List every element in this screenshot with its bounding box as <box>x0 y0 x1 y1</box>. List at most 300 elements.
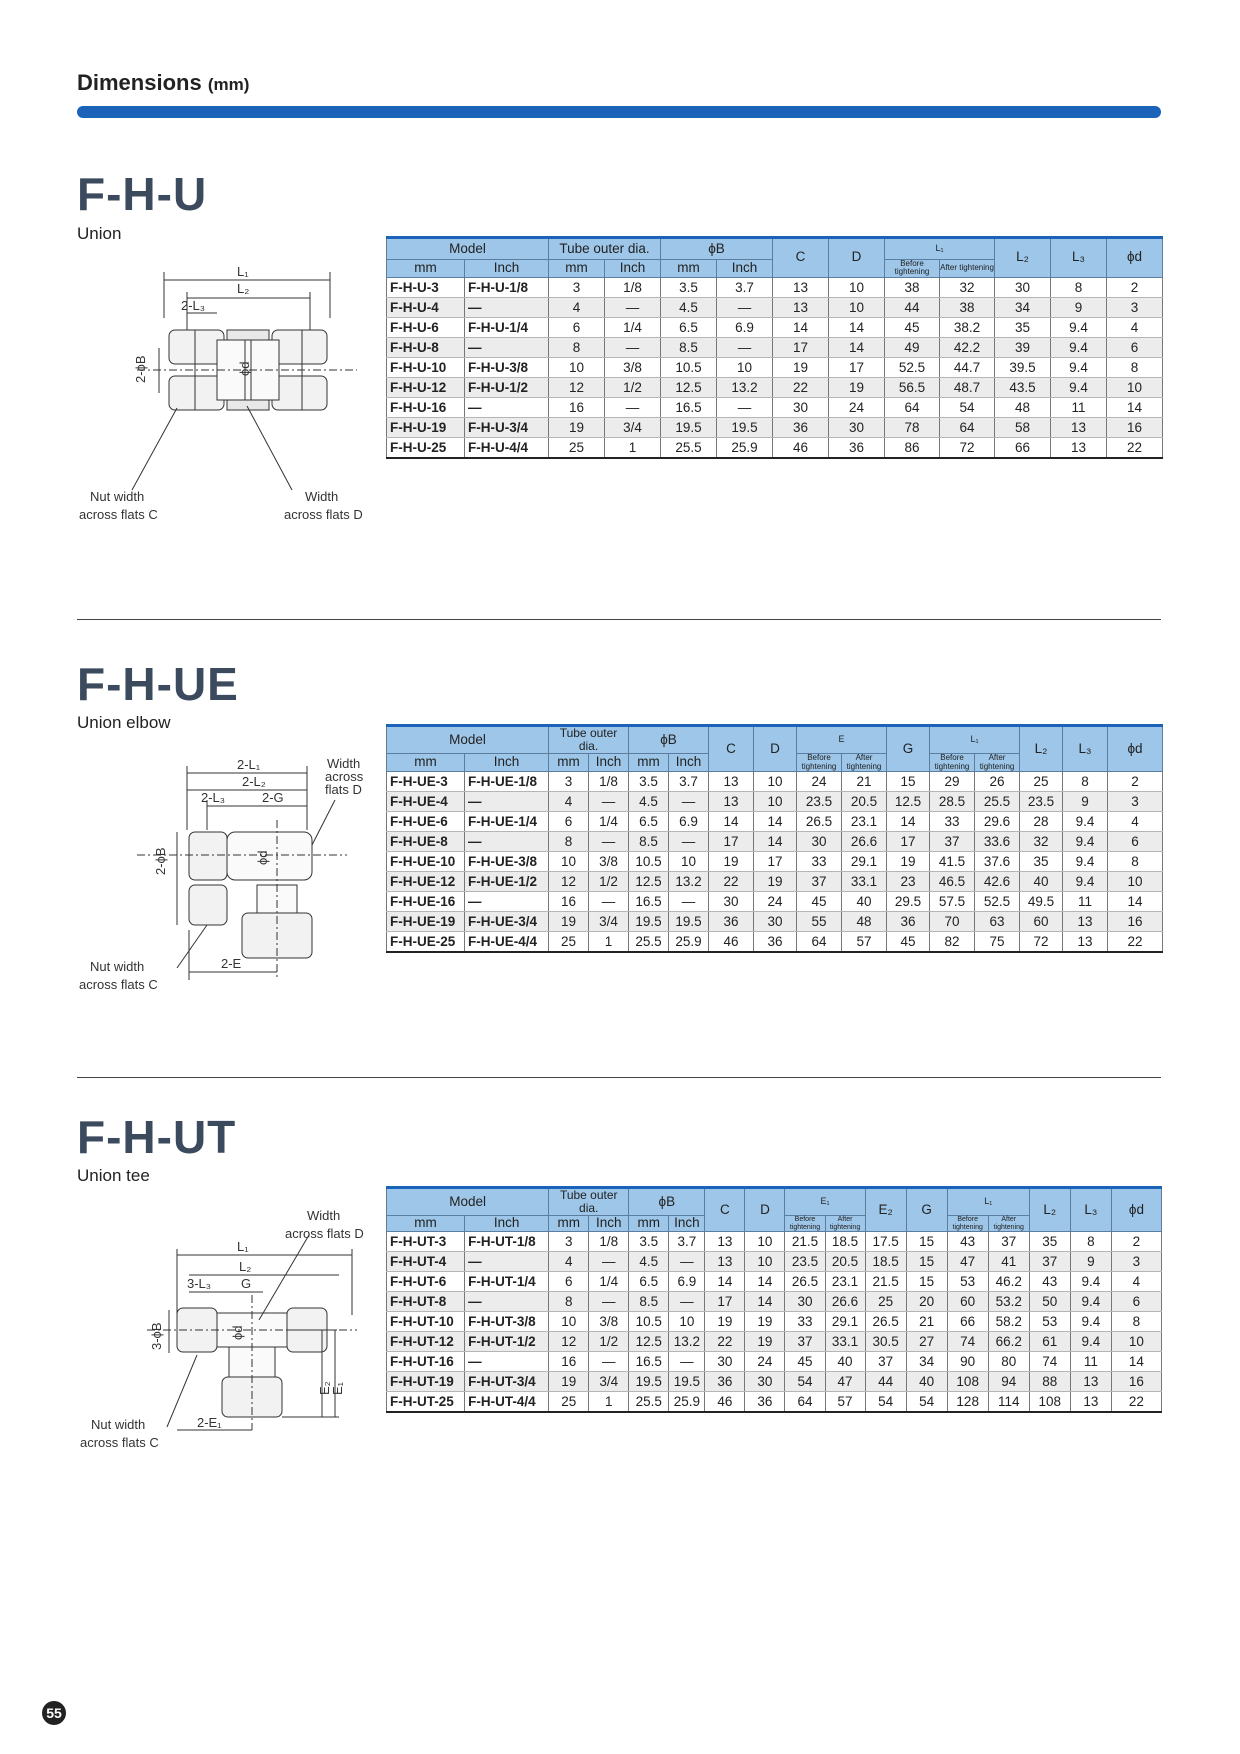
header-mm: mm <box>629 754 669 772</box>
table-cell: 70 <box>930 912 975 932</box>
table-cell: 10 <box>754 772 797 792</box>
table-cell: 42.6 <box>975 872 1020 892</box>
header-e2: E₂ <box>865 1188 906 1232</box>
header-c: C <box>705 1188 745 1232</box>
table-cell: 19.5 <box>661 417 717 437</box>
table-cell: 13 <box>773 277 829 297</box>
table-cell: 6.5 <box>629 1272 669 1292</box>
table-cell: 29.1 <box>842 852 887 872</box>
table-body <box>387 1232 1162 1413</box>
table-cell: — <box>669 792 709 812</box>
table-cell: — <box>589 1352 629 1372</box>
table-cell: 49 <box>885 337 940 357</box>
header-mm: mm <box>549 260 605 278</box>
table-cell: 21 <box>906 1312 947 1332</box>
table-cell: 1/4 <box>589 812 629 832</box>
model-mm-cell: F-H-UE-19 <box>387 912 465 932</box>
table-cell: — <box>605 397 661 417</box>
table-cell: — <box>589 792 629 812</box>
table-cell: 43 <box>1029 1272 1070 1292</box>
header-c: C <box>773 238 829 278</box>
dim-2-l1: 2-L₁ <box>237 757 261 772</box>
section-divider <box>77 619 1161 620</box>
table-cell: 15 <box>906 1252 947 1272</box>
label-flats-d: flats D <box>325 782 362 797</box>
model-inch-cell: F-H-UT-1/4 <box>465 1272 549 1292</box>
table-cell: 6.9 <box>717 317 773 337</box>
table-cell: 50 <box>1029 1292 1070 1312</box>
table-cell: 6.5 <box>661 317 717 337</box>
table-cell: 19.5 <box>629 1372 669 1392</box>
table-cell: 21.5 <box>865 1272 906 1292</box>
table-cell: 80 <box>988 1352 1029 1372</box>
header-before: Before tightening <box>885 260 940 278</box>
header-d: D <box>754 726 797 772</box>
table-cell: 25 <box>549 932 589 953</box>
table-cell: 8.5 <box>661 337 717 357</box>
table-cell: 14 <box>745 1272 785 1292</box>
table-cell: 12.5 <box>661 377 717 397</box>
dim-g: G <box>241 1276 252 1291</box>
dim-3-b: 3-ϕB <box>149 1322 164 1350</box>
table-cell: 12.5 <box>629 1332 669 1352</box>
table-cell: 37 <box>988 1232 1029 1252</box>
table-cell: 17 <box>754 852 797 872</box>
table-cell: 10 <box>829 277 885 297</box>
table-cell: 3 <box>549 277 605 297</box>
header-inch: Inch <box>605 260 661 278</box>
header-inch: Inch <box>669 754 709 772</box>
table-cell: 19 <box>549 912 589 932</box>
model-mm-cell: F-H-UT-3 <box>387 1232 465 1252</box>
model-mm-cell: F-H-UE-16 <box>387 892 465 912</box>
table-row <box>387 417 1163 437</box>
table-cell: 82 <box>930 932 975 953</box>
table-cell: 30 <box>829 417 885 437</box>
table-cell: 14 <box>709 812 754 832</box>
table-cell: 32 <box>1020 832 1063 852</box>
table-cell: 54 <box>906 1392 947 1413</box>
table-cell: 72 <box>1020 932 1063 953</box>
dim-e2: E₂ <box>317 1381 332 1395</box>
table-cell: 53 <box>947 1272 988 1292</box>
table-cell: 10 <box>745 1232 785 1252</box>
table-cell: 30 <box>995 277 1051 297</box>
table-cell: 47 <box>825 1372 865 1392</box>
table-row <box>387 792 1163 812</box>
header-d: D <box>829 238 885 278</box>
table-cell: 30 <box>773 397 829 417</box>
model-inch-cell: — <box>465 892 549 912</box>
table-cell: 49.5 <box>1020 892 1063 912</box>
table-cell: 4 <box>1107 317 1163 337</box>
table-cell: 9.4 <box>1070 1292 1111 1312</box>
page-heading <box>77 70 249 96</box>
table-cell: 37 <box>785 1332 825 1352</box>
table-cell: 10 <box>1107 377 1163 397</box>
table-cell: 33.1 <box>825 1332 865 1352</box>
table-cell: 64 <box>885 397 940 417</box>
spec-table-f-h-ut <box>386 1186 1162 1413</box>
table-cell: 30 <box>785 1292 825 1312</box>
header-inch: Inch <box>465 754 549 772</box>
label-nut-flats: across flats C <box>80 1435 159 1450</box>
table-cell: 9 <box>1063 792 1108 812</box>
label-nut-flats: across flats C <box>79 507 158 522</box>
table-cell: 14 <box>745 1292 785 1312</box>
table-cell: 9.4 <box>1070 1312 1111 1332</box>
model-inch-cell: — <box>465 1292 549 1312</box>
model-mm-cell: F-H-UT-8 <box>387 1292 465 1312</box>
table-row <box>387 1292 1162 1312</box>
table-cell: 10.5 <box>629 852 669 872</box>
table-cell: — <box>669 832 709 852</box>
table-cell: 11 <box>1051 397 1107 417</box>
table-cell: 19 <box>887 852 930 872</box>
table-cell: 86 <box>885 437 940 458</box>
model-mm-cell: F-H-U-16 <box>387 397 465 417</box>
table-row <box>387 397 1163 417</box>
table-row <box>387 377 1163 397</box>
table-cell: 45 <box>885 317 940 337</box>
dim-2-e1: 2-E₁ <box>197 1415 222 1430</box>
header-g: G <box>906 1188 947 1232</box>
model-mm-cell: F-H-UE-25 <box>387 932 465 953</box>
table-cell: 3 <box>1111 1252 1161 1272</box>
table-cell: 16 <box>549 1352 589 1372</box>
table-cell: 1/4 <box>605 317 661 337</box>
table-cell: 25.9 <box>669 932 709 953</box>
spec-table-f-h-ue <box>386 724 1163 953</box>
table-cell: 40 <box>825 1352 865 1372</box>
table-cell: 16.5 <box>629 892 669 912</box>
table-cell: 43.5 <box>995 377 1051 397</box>
table-cell: 3/4 <box>589 912 629 932</box>
table-cell: 4 <box>549 1252 589 1272</box>
model-mm-cell: F-H-UT-16 <box>387 1352 465 1372</box>
table-cell: 94 <box>988 1372 1029 1392</box>
section-subtitle: Union elbow <box>77 713 171 732</box>
table-cell: 13 <box>773 297 829 317</box>
table-cell: 4.5 <box>661 297 717 317</box>
dim-d: ϕd <box>237 361 252 376</box>
model-inch-cell: — <box>465 832 549 852</box>
table-cell: 64 <box>940 417 995 437</box>
header-phid: ϕd <box>1111 1188 1161 1232</box>
header-after: After tightening <box>842 754 887 772</box>
table-cell: 13 <box>1063 932 1108 953</box>
table-cell: 26.6 <box>825 1292 865 1312</box>
table-cell: 37 <box>865 1352 906 1372</box>
table-cell: 37.6 <box>975 852 1020 872</box>
table-cell: 9 <box>1070 1252 1111 1272</box>
table-cell: 9.4 <box>1051 357 1107 377</box>
table-cell: 9.4 <box>1063 832 1108 852</box>
table-cell: 13 <box>1051 437 1107 458</box>
table-cell: 13 <box>709 772 754 792</box>
table-cell: 13 <box>1070 1392 1111 1413</box>
table-cell: — <box>605 337 661 357</box>
header-l3: L₃ <box>1051 238 1107 278</box>
model-inch-cell: F-H-U-3/8 <box>465 357 549 377</box>
table-cell: 33 <box>785 1312 825 1332</box>
table-cell: 28 <box>1020 812 1063 832</box>
table-cell: 8 <box>549 337 605 357</box>
header-b: ϕB <box>629 726 709 754</box>
table-cell: 37 <box>797 872 842 892</box>
model-inch-cell: — <box>465 337 549 357</box>
model-mm-cell: F-H-U-4 <box>387 297 465 317</box>
model-mm-cell: F-H-UT-19 <box>387 1372 465 1392</box>
dim-e1: E₁ <box>330 1381 345 1395</box>
table-cell: 36 <box>773 417 829 437</box>
table-cell: 9.4 <box>1051 337 1107 357</box>
model-inch-cell: F-H-UT-3/4 <box>465 1372 549 1392</box>
table-cell: 19 <box>773 357 829 377</box>
table-cell: 16 <box>549 397 605 417</box>
table-cell: 23.5 <box>785 1252 825 1272</box>
model-inch-cell: F-H-U-1/4 <box>465 317 549 337</box>
table-cell: 114 <box>988 1392 1029 1413</box>
table-cell: 57 <box>825 1392 865 1413</box>
table-cell: 22 <box>709 872 754 892</box>
table-cell: 1 <box>589 932 629 953</box>
model-mm-cell: F-H-UT-12 <box>387 1332 465 1352</box>
model-inch-cell: F-H-UE-1/8 <box>465 772 549 792</box>
table-row <box>387 772 1163 792</box>
table-cell: 23 <box>887 872 930 892</box>
table-cell: 26.6 <box>842 832 887 852</box>
label-width: Width <box>327 756 361 771</box>
header-l2: L₂ <box>1029 1188 1070 1232</box>
table-cell: 53 <box>1029 1312 1070 1332</box>
table-cell: 19.5 <box>669 912 709 932</box>
heading-unit: (mm) <box>207 75 250 94</box>
table-cell: 78 <box>885 417 940 437</box>
label-width-flats: across flats D <box>285 1226 364 1241</box>
table-cell: 2 <box>1107 277 1163 297</box>
label-width: Width <box>307 1208 341 1223</box>
table-cell: 46 <box>709 932 754 953</box>
table-cell: 12 <box>549 1332 589 1352</box>
table-cell: 27 <box>906 1332 947 1352</box>
model-mm-cell: F-H-UE-4 <box>387 792 465 812</box>
table-cell: 19 <box>754 872 797 892</box>
table-cell: 22 <box>1111 1392 1161 1413</box>
table-cell: 2 <box>1108 772 1163 792</box>
dim-b: 2-ϕB <box>133 355 148 383</box>
table-row <box>387 812 1163 832</box>
header-before: Before tightening <box>947 1216 988 1232</box>
header-l2: L₂ <box>995 238 1051 278</box>
table-cell: 20 <box>906 1292 947 1312</box>
table-cell: 66 <box>995 437 1051 458</box>
model-inch-cell: F-H-UE-4/4 <box>465 932 549 953</box>
dim-l1: L₁ <box>237 1239 249 1254</box>
table-cell: 32 <box>940 277 995 297</box>
table-cell: 30 <box>705 1352 745 1372</box>
table-cell: 8.5 <box>629 1292 669 1312</box>
table-cell: 3 <box>1108 792 1163 812</box>
table-cell: 2 <box>1111 1232 1161 1252</box>
table-cell: 9.4 <box>1070 1332 1111 1352</box>
model-mm-cell: F-H-UE-10 <box>387 852 465 872</box>
section-title: F-H-UT <box>77 1111 237 1163</box>
table-row <box>387 832 1163 852</box>
model-mm-cell: F-H-U-8 <box>387 337 465 357</box>
table-cell: 17 <box>887 832 930 852</box>
table-cell: 38 <box>885 277 940 297</box>
header-after: After tightening <box>825 1216 865 1232</box>
table-row <box>387 1332 1162 1352</box>
model-inch-cell: F-H-UT-1/2 <box>465 1332 549 1352</box>
table-cell: 10 <box>829 297 885 317</box>
table-row <box>387 1272 1162 1292</box>
model-mm-cell: F-H-U-25 <box>387 437 465 458</box>
header-phid: ϕd <box>1107 238 1163 278</box>
table-cell: 40 <box>1020 872 1063 892</box>
table-cell: 19 <box>705 1312 745 1332</box>
table-cell: 47 <box>947 1252 988 1272</box>
table-cell: 53.2 <box>988 1292 1029 1312</box>
table-cell: 10 <box>1111 1332 1161 1352</box>
dim-d: ϕd <box>255 850 270 865</box>
table-cell: 12.5 <box>887 792 930 812</box>
header-before: Before tightening <box>797 754 842 772</box>
table-cell: 14 <box>754 832 797 852</box>
table-cell: 21.5 <box>785 1232 825 1252</box>
table-cell: 13.2 <box>669 1332 705 1352</box>
header-after: After tightening <box>988 1216 1029 1232</box>
table-cell: 75 <box>975 932 1020 953</box>
table-cell: 13 <box>709 792 754 812</box>
table-cell: 13.2 <box>717 377 773 397</box>
header-mm: mm <box>549 1216 589 1232</box>
table-row <box>387 1252 1162 1272</box>
table-cell: 38.2 <box>940 317 995 337</box>
table-cell: 25.9 <box>669 1392 705 1413</box>
table-cell: 45 <box>797 892 842 912</box>
table-cell: 66.2 <box>988 1332 1029 1352</box>
table-cell: 4.5 <box>629 792 669 812</box>
table-cell: 10 <box>745 1252 785 1272</box>
table-cell: 35 <box>1029 1232 1070 1252</box>
table-row <box>387 1372 1162 1392</box>
table-cell: 1/8 <box>605 277 661 297</box>
table-cell: 46.2 <box>988 1272 1029 1292</box>
table-cell: 4.5 <box>629 1252 669 1272</box>
label-nut-flats: across flats C <box>79 977 158 992</box>
header-mm: mm <box>387 260 465 278</box>
section-title: F-H-UE <box>77 658 239 710</box>
table-cell: 8 <box>1111 1312 1161 1332</box>
header-tube: Tube outer dia. <box>549 238 661 260</box>
section-subtitle: Union tee <box>77 1166 150 1185</box>
table-cell: — <box>589 1292 629 1312</box>
model-inch-cell: F-H-UE-1/2 <box>465 872 549 892</box>
model-inch-cell: F-H-UE-3/8 <box>465 852 549 872</box>
table-cell: 44 <box>865 1372 906 1392</box>
dim-l1: L₁ <box>237 264 249 279</box>
table-cell: 1/4 <box>589 1272 629 1292</box>
table-row <box>387 872 1163 892</box>
table-row <box>387 1232 1162 1252</box>
table-cell: 15 <box>906 1272 947 1292</box>
table-row <box>387 912 1163 932</box>
table-cell: 11 <box>1070 1352 1111 1372</box>
table-cell: 25.5 <box>975 792 1020 812</box>
table-cell: 12 <box>549 377 605 397</box>
table-cell: 4 <box>549 792 589 812</box>
table-cell: 61 <box>1029 1332 1070 1352</box>
model-mm-cell: F-H-UE-6 <box>387 812 465 832</box>
header-mm: mm <box>549 754 589 772</box>
table-cell: 29.1 <box>825 1312 865 1332</box>
table-cell: 23.1 <box>842 812 887 832</box>
table-cell: 23.5 <box>797 792 842 812</box>
table-cell: 14 <box>1108 892 1163 912</box>
table-cell: 108 <box>1029 1392 1070 1413</box>
table-cell: 25 <box>549 1392 589 1413</box>
table-cell: 48.7 <box>940 377 995 397</box>
table-cell: 54 <box>940 397 995 417</box>
header-before: Before tightening <box>785 1216 825 1232</box>
table-cell: 3 <box>549 772 589 792</box>
table-cell: 36 <box>709 912 754 932</box>
dim-2-l3: 2-L₃ <box>201 790 226 805</box>
table-cell: 108 <box>947 1372 988 1392</box>
model-mm-cell: F-H-U-6 <box>387 317 465 337</box>
table-cell: 42.2 <box>940 337 995 357</box>
table-cell: 1/8 <box>589 772 629 792</box>
table-row <box>387 297 1163 317</box>
table-cell: 44 <box>885 297 940 317</box>
table-cell: 30 <box>709 892 754 912</box>
table-cell: 36 <box>705 1372 745 1392</box>
table-cell: 14 <box>773 317 829 337</box>
header-model: Model <box>387 1188 549 1216</box>
header-model: Model <box>387 238 549 260</box>
table-cell: 14 <box>1111 1352 1161 1372</box>
table-cell: 20.5 <box>825 1252 865 1272</box>
table-cell: 34 <box>995 297 1051 317</box>
table-cell: 15 <box>887 772 930 792</box>
table-cell: 20.5 <box>842 792 887 812</box>
table-cell: 33.6 <box>975 832 1020 852</box>
table-body <box>387 277 1163 458</box>
table-cell: 37 <box>1029 1252 1070 1272</box>
spec-table-f-h-u <box>386 236 1163 459</box>
table-cell: 17 <box>709 832 754 852</box>
table-cell: 1/2 <box>589 1332 629 1352</box>
header-l3: L₃ <box>1063 726 1108 772</box>
table-cell: 48 <box>995 397 1051 417</box>
table-cell: 29.6 <box>975 812 1020 832</box>
dim-2-e: 2-E <box>221 956 242 971</box>
table-cell: 36 <box>829 437 885 458</box>
table-cell: 16.5 <box>629 1352 669 1372</box>
header-inch: Inch <box>589 1216 629 1232</box>
header-mm: mm <box>387 1216 465 1232</box>
table-cell: 64 <box>785 1392 825 1413</box>
table-cell: 6 <box>549 1272 589 1292</box>
table-cell: 10 <box>549 1312 589 1332</box>
table-cell: 21 <box>842 772 887 792</box>
table-cell: 10 <box>754 792 797 812</box>
model-inch-cell: — <box>465 297 549 317</box>
table-cell: 10.5 <box>661 357 717 377</box>
dim-2-b: 2-ϕB <box>153 847 168 875</box>
